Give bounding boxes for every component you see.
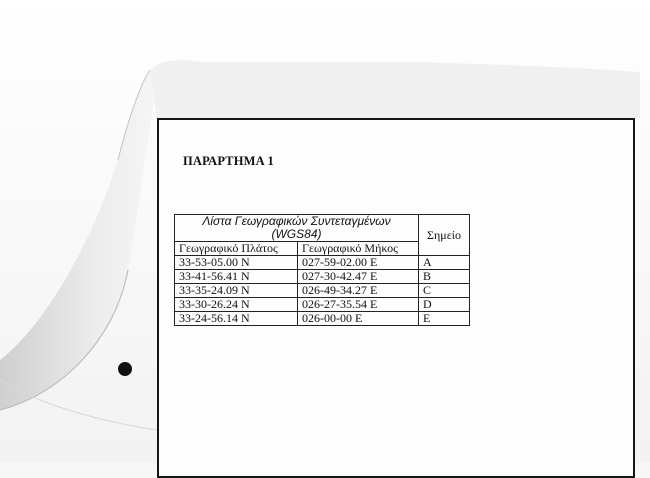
latitude-column-header: Γεωγραφικό Πλάτος <box>175 242 298 256</box>
latitude-cell: 33-53-05.00 N <box>175 256 298 270</box>
table-header-row <box>175 215 470 242</box>
latitude-cell: 33-35-24.09 N <box>175 284 298 298</box>
latitude-cell: 33-24-56.14 N <box>175 312 298 326</box>
longitude-column-header: Γεωγραφικό Μήκος <box>298 242 419 256</box>
longitude-cell: 027-30-42.47 E <box>298 270 419 284</box>
table-row <box>175 312 470 326</box>
latitude-cell: 33-41-56.41 N <box>175 270 298 284</box>
point-cell: C <box>419 284 470 298</box>
punch-hole <box>118 362 132 376</box>
longitude-cell: 026-00-00 E <box>298 312 419 326</box>
coordinates-list-header-line1: Λίστα Γεωγραφικών Συντεταγμένων <box>202 214 391 228</box>
longitude-cell: 026-49-34.27 E <box>298 284 419 298</box>
table-row <box>175 256 470 270</box>
point-cell: B <box>419 270 470 284</box>
coordinates-list-header-line2: (WGS84) <box>271 227 322 241</box>
annex-title: ΠΑΡΑΡΤΗΜΑ 1 <box>183 154 274 168</box>
coordinates-table <box>174 214 470 326</box>
point-cell: D <box>419 298 470 312</box>
point-column-header: Σημείο <box>419 215 470 256</box>
coordinates-list-header <box>175 215 419 242</box>
table-row <box>175 298 470 312</box>
longitude-cell: 026-27-35.54 E <box>298 298 419 312</box>
table-row <box>175 270 470 284</box>
document-page <box>157 118 635 478</box>
point-cell: A <box>419 256 470 270</box>
table-row <box>175 284 470 298</box>
latitude-cell: 33-30-26.24 N <box>175 298 298 312</box>
longitude-cell: 027-59-02.00 E <box>298 256 419 270</box>
point-cell: E <box>419 312 470 326</box>
